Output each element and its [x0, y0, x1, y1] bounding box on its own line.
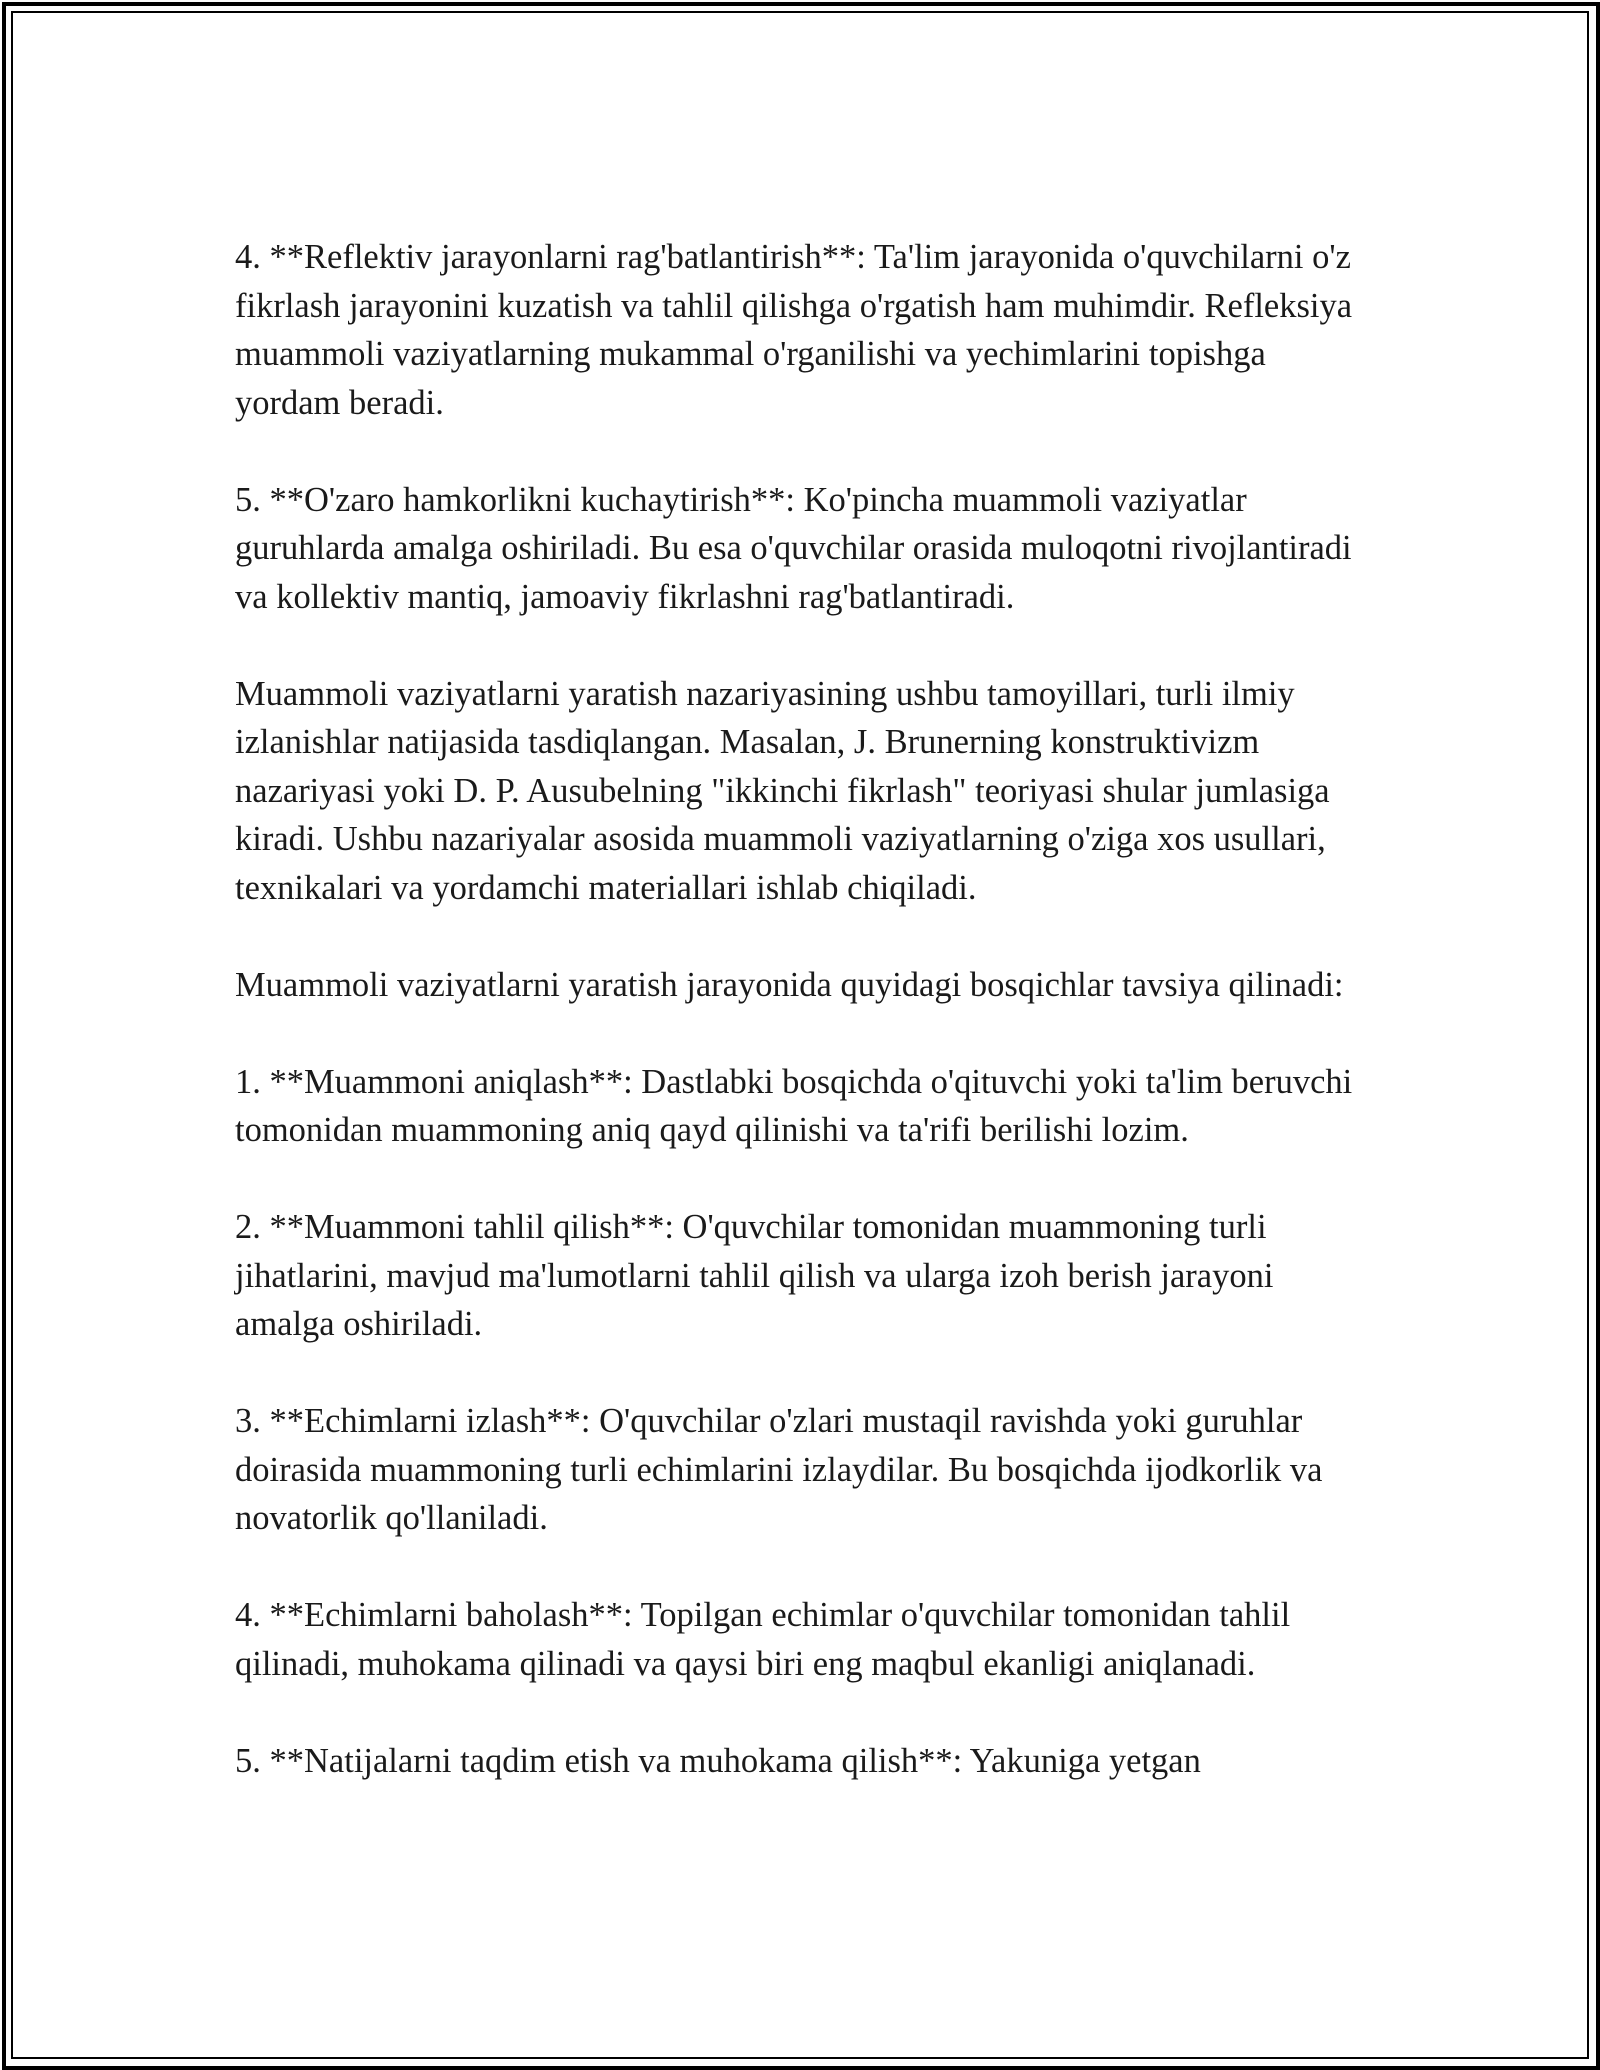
paragraph-reflective-processes: 4. **Reflektiv jarayonlarni rag'batlantirish**: Ta'lim jarayonida o'quvchilarni o'z fikrlash jarayonini kuzatish va tahlil qilishga o'rgatish ham muhimdir. Refleksiya muammoli vaziyatlarning mukammal o'rganilishi va yechimlarini topishga yordam beradi. [235, 238, 1353, 422]
paragraph-stages-intro: Muammoli vaziyatlarni yaratish jarayonida quyidagi bosqichlar tavsiya qilinadi: [235, 965, 1344, 1004]
paragraph-stage-analyze-problem: 2. **Muammoni tahlil qilish**: O'quvchilar tomonidan muammoning turli jihatlarini, mavjud ma'lumotlarni tahlil qilish va ularga izoh berish jarayoni amalga oshiriladi. [235, 1208, 1274, 1343]
paragraph-stage-present-results: 5. **Natijalarni taqdim etish va muhokama qilish**: Yakuniga yetgan [235, 1741, 1201, 1780]
paragraph-stage-search-solutions: 3. **Echimlarni izlash**: O'quvchilar o'zlari mustaqil ravishda yoki guruhlar doirasida muammoning turli echimlarini izlaydilar. Bu bosqichda ijodkorlik va novatorlik qo'llaniladi. [235, 1402, 1323, 1537]
paragraph-collaboration: 5. **O'zaro hamkorlikni kuchaytirish**: Ko'pincha muammoli vaziyatlar guruhlarda amalga oshiriladi. Bu esa o'quvchilar orasida muloqotni rivojlantiradi va kollektiv mantiq, jamoaviy fikrlashni rag'batlantiradi. [235, 480, 1352, 616]
document-body [235, 233, 1375, 1785]
paragraph-theory-principles: Muammoli vaziyatlarni yaratish nazariyasining ushbu tamoyillari, turli ilmiy izlanishlar natijasida tasdiqlangan. Masalan, J. Brunerning konstruktivizm nazariyasi yoki D. P. Ausubelning "ikkinchi fikrlash" teoriyasi shular jumlasiga kiradi. Ushbu nazariyalar asosida muammoli vaziyatlarning o'ziga xos usullari, texnikalari va yordamchi materiallari ishlab chiqiladi. [235, 674, 1330, 907]
paragraph-stage-identify-problem: 1. **Muammoni aniqlash**: Dastlabki bosqichda o'qituvchi yoki ta'lim beruvchi tomonidan muammoning aniq qayd qilinishi va ta'rifi berilishi lozim. [235, 1062, 1353, 1149]
paragraph-stage-evaluate-solutions: 4. **Echimlarni baholash**: Topilgan echimlar o'quvchilar tomonidan tahlil qilinadi, muhokama qilinadi va qaysi biri eng maqbul ekanligi aniqlanadi. [235, 1596, 1291, 1683]
